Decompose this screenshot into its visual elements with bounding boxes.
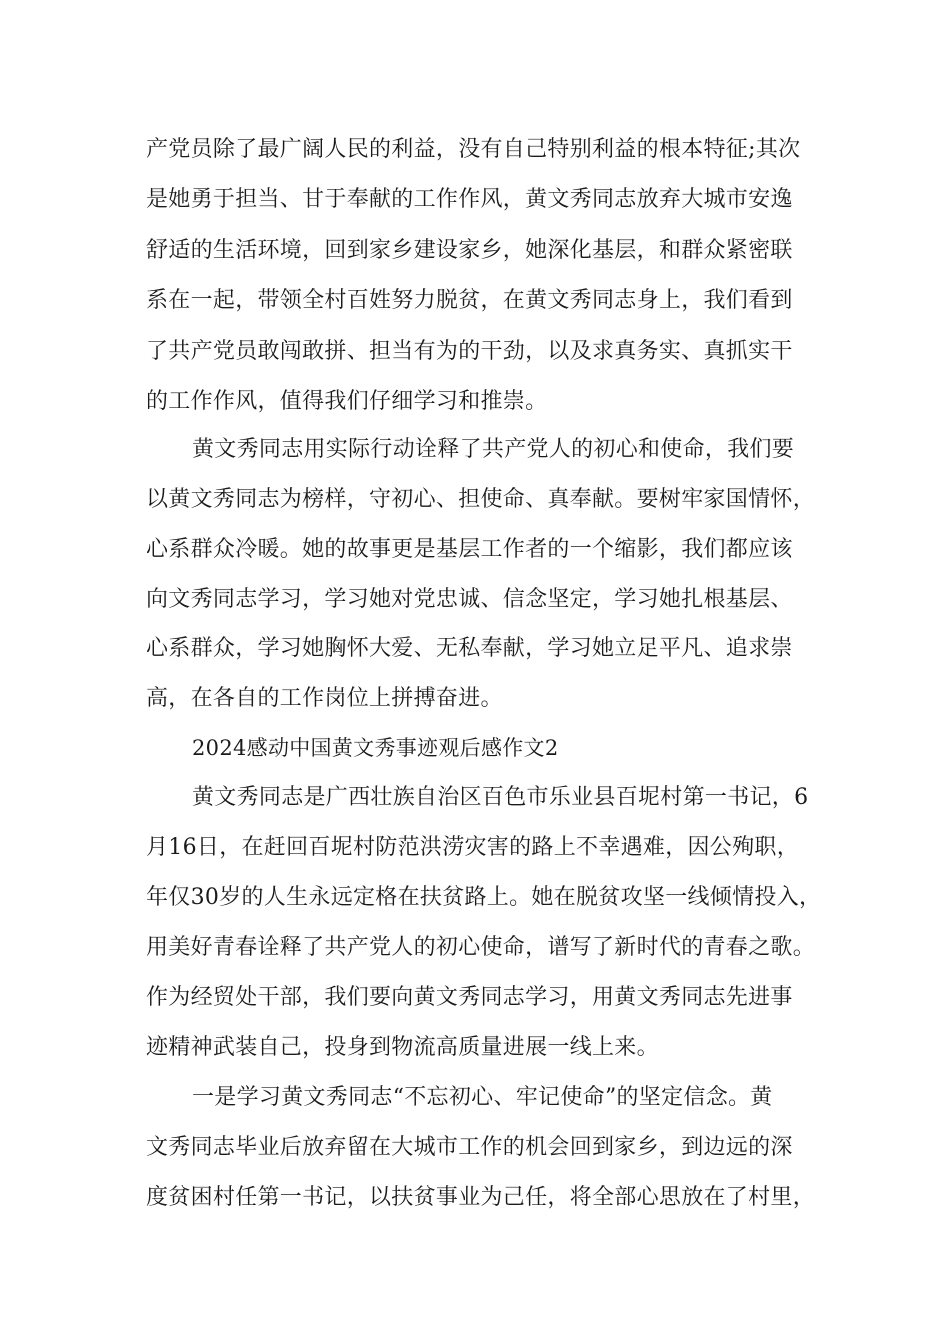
text-line: 高，在各自的工作岗位上拼搏奋进。	[146, 686, 503, 711]
text-line: 向文秀同志学习，学习她对党忠诚、信念坚定，学习她扎根基层、	[146, 587, 793, 612]
text-line: 心系群众，学习她胸怀大爱、无私奉献，学习她立足平凡、追求崇	[146, 636, 793, 661]
text-line: 月16日，在赶回百坭村防范洪涝灾害的路上不幸遇难，因公殉职，	[146, 835, 799, 860]
text-line: 系在一起，带领全村百姓努力脱贫，在黄文秀同志身上，我们看到	[146, 288, 793, 313]
text-line: 作为经贸处干部，我们要向黄文秀同志学习，用黄文秀同志先进事	[146, 985, 793, 1010]
text-line: 以黄文秀同志为榜样，守初心、担使命、真奉献。要树牢家国情怀，	[146, 487, 816, 512]
text-line: 舒适的生活环境，回到家乡建设家乡，她深化基层，和群众紧密联	[146, 238, 793, 263]
text-line: 迹精神武装自己，投身到物流高质量进展一线上来。	[146, 1035, 659, 1060]
text-line: 心系群众冷暖。她的故事更是基层工作者的一个缩影，我们都应该	[146, 537, 793, 562]
section-heading: 2024感动中国黄文秀事迹观后感作文2	[192, 736, 559, 760]
text-line: 文秀同志毕业后放弃留在大城市工作的机会回到家乡，到边远的深	[146, 1135, 793, 1160]
paragraph-first-line: 黄文秀同志用实际行动诠释了共产党人的初心和使命，我们要	[192, 437, 795, 462]
text-line: 年仅30岁的人生永远定格在扶贫路上。她在脱贫攻坚一线倾情投入，	[146, 885, 822, 910]
text-line: 是她勇于担当、甘于奉献的工作作风，黄文秀同志放弃大城市安逸	[146, 187, 793, 212]
paragraph-first-line: 一是学习黄文秀同志“不忘初心、牢记使命”的坚定信念。黄	[192, 1085, 773, 1110]
text-line: 产党员除了最广阔人民的利益，没有自己特别利益的根本特征;其次	[146, 137, 801, 162]
paragraph-first-line: 黄文秀同志是广西壮族自治区百色市乐业县百坭村第一书记，6	[192, 785, 809, 810]
text-line: 的工作作风，值得我们仔细学习和推崇。	[146, 389, 548, 414]
text-line: 用美好青春诠释了共产党人的初心使命，谱写了新时代的青春之歌。	[146, 935, 816, 960]
text-line: 了共产党员敢闯敢拼、担当有为的干劲，以及求真务实、真抓实干	[146, 339, 793, 364]
text-line: 度贫困村任第一书记，以扶贫事业为己任，将全部心思放在了村里，	[146, 1185, 816, 1210]
